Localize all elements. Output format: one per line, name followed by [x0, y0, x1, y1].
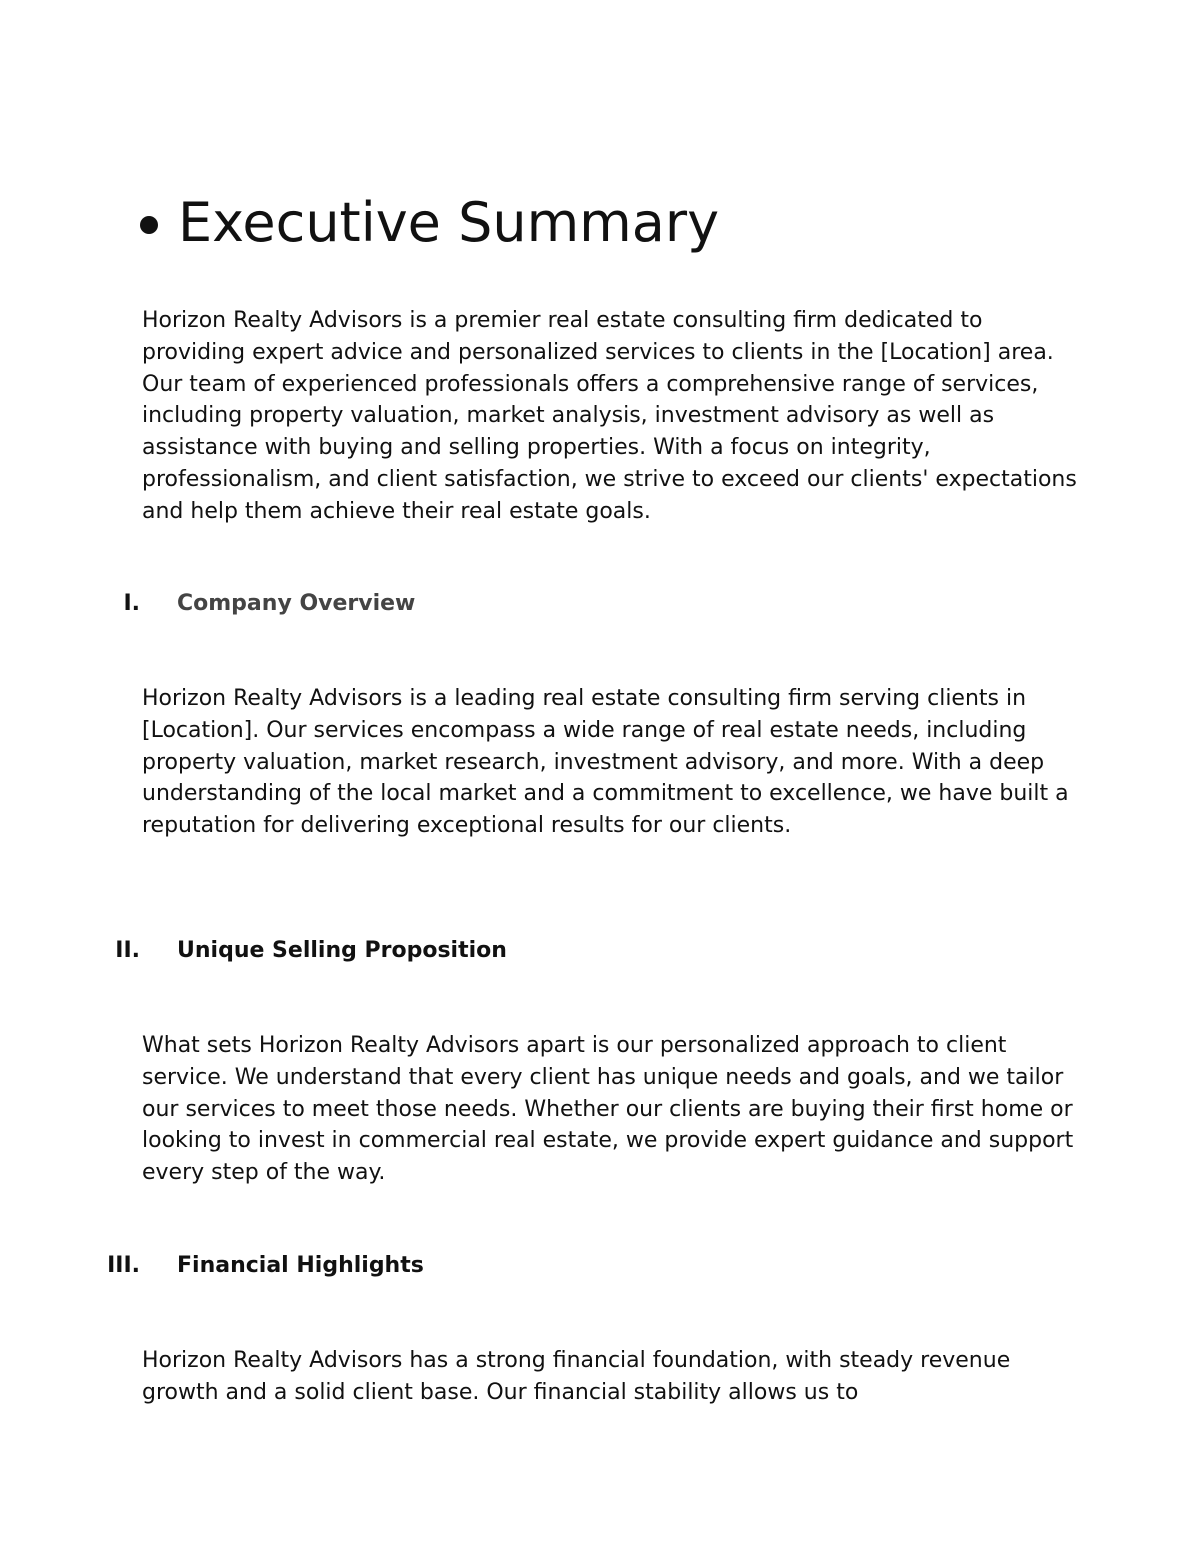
section-heading-company-overview — [0, 586, 1200, 622]
section-title: Company Overview — [177, 591, 416, 616]
section-number: II. — [115, 938, 140, 963]
section-body-unique-selling-proposition: What sets Horizon Realty Advisors apart is our personalized approach to client service. We understand that every client has unique needs and goals, and we tailor our services to meet those needs. Whether our clients are buying their first home or looking to invest in commercial real estate, we provide expert guidance and support every step of the way. — [142, 1033, 1074, 1186]
section-body-company-overview: Horizon Realty Advisors is a leading real estate consulting firm serving clients in [Location]. Our services encompass a wide range of real estate needs, including property valuation, market research, investment advisory, and more. With a deep understanding of the local market and a commitment to excellence, we have built a reputation for delivering exceptional results for our clients. — [142, 686, 1069, 839]
document-title: Executive Summary — [178, 191, 720, 254]
section-number: III. — [107, 1253, 140, 1278]
section-title: Unique Selling Proposition — [177, 938, 507, 963]
section-number: I. — [123, 591, 140, 616]
bullet-icon — [140, 216, 158, 234]
section-heading-financial-highlights — [0, 1248, 1200, 1284]
intro-paragraph: Horizon Realty Advisors is a premier real estate consulting firm dedicated to providing expert advice and personalized services to clients in the [Location] area. Our team of experienced professionals offers a comprehensive range of services, including property valuation, market analysis, investment advisory as well as assistance with buying and selling properties. With a focus on integrity, professionalism, and client satisfaction, we strive to exceed our clients' expectations and help them achieve their real estate goals. — [142, 308, 1077, 524]
section-body-financial-highlights: Horizon Realty Advisors has a strong financial foundation, with steady revenue growth and a solid client base. Our financial stability allows us to — [142, 1348, 1011, 1405]
title-row — [140, 188, 719, 258]
section-heading-unique-selling-proposition — [0, 933, 1200, 969]
section-title: Financial Highlights — [177, 1253, 424, 1278]
